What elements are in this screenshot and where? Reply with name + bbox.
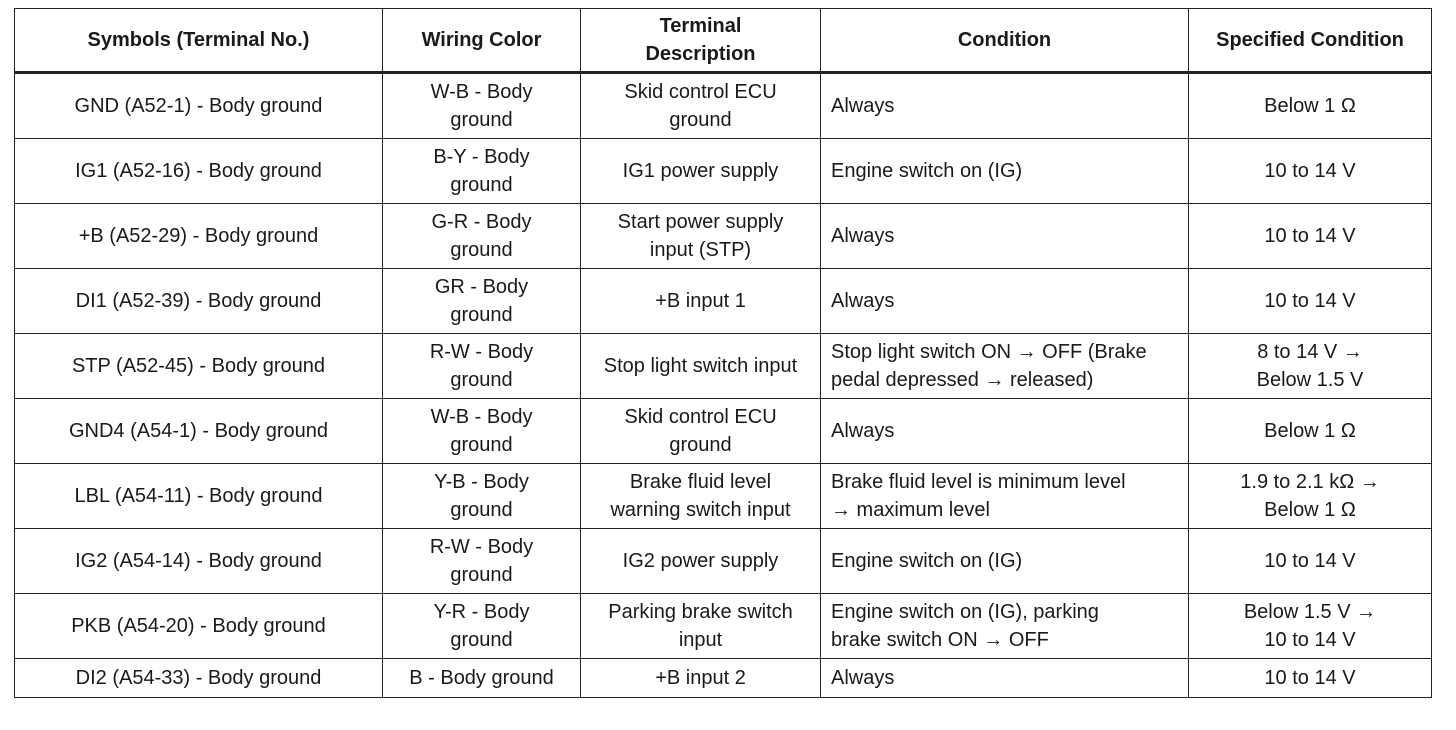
cell-description-text: Brake fluid level warning switch input — [610, 471, 791, 521]
cell-description-text: Start power supply input (STP) — [617, 211, 784, 261]
cell-description — [581, 529, 821, 594]
cell-description-text: IG1 power supply — [622, 160, 779, 182]
table-row — [15, 334, 1432, 399]
cell-condition-text: Brake fluid level is minimum level → maximum level — [831, 471, 1126, 521]
cell-symbol-text: IG2 (A54-14) - Body ground — [75, 550, 322, 572]
cell-wiring-color — [383, 334, 581, 399]
cell-wiring-color-text: W-B - Body ground — [430, 406, 533, 456]
header-symbols: Symbols (Terminal No.) — [15, 9, 383, 73]
cell-description — [581, 269, 821, 334]
cell-symbol-text: IG1 (A52-16) - Body ground — [75, 160, 322, 182]
cell-description-text: Skid control ECU ground — [624, 406, 777, 456]
cell-specified-condition — [1189, 594, 1432, 659]
cell-specified-condition — [1189, 464, 1432, 529]
cell-symbol-text: GND (A52-1) - Body ground — [74, 95, 323, 117]
table-row — [15, 594, 1432, 659]
cell-condition — [821, 594, 1189, 659]
cell-specified-condition — [1189, 529, 1432, 594]
cell-wiring-color — [383, 529, 581, 594]
cell-condition-text: Engine switch on (IG) — [831, 160, 1023, 182]
cell-description-text: IG2 power supply — [622, 550, 779, 572]
cell-description — [581, 334, 821, 399]
cell-specified-condition — [1189, 659, 1432, 698]
table-row — [15, 139, 1432, 204]
cell-symbol-text: DI1 (A52-39) - Body ground — [75, 290, 322, 312]
cell-specified-condition — [1189, 399, 1432, 464]
cell-wiring-color — [383, 139, 581, 204]
cell-condition — [821, 334, 1189, 399]
cell-symbol — [15, 139, 383, 204]
table-row — [15, 204, 1432, 269]
cell-description — [581, 73, 821, 139]
cell-specified-condition-text: 10 to 14 V — [1264, 667, 1356, 689]
cell-condition — [821, 464, 1189, 529]
cell-wiring-color-text: R-W - Body ground — [429, 536, 534, 586]
header-row — [15, 9, 1432, 73]
table-row — [15, 659, 1432, 698]
cell-condition — [821, 529, 1189, 594]
cell-symbol — [15, 399, 383, 464]
cell-symbol — [15, 204, 383, 269]
cell-wiring-color — [383, 73, 581, 139]
cell-specified-condition-text: Below 1 Ω — [1264, 420, 1356, 442]
header-specified-condition: Specified Condition — [1189, 9, 1432, 73]
cell-condition-text: Stop light switch ON → OFF (Brake pedal depressed → released) — [831, 341, 1147, 391]
cell-specified-condition-text: Below 1.5 V → 10 to 14 V — [1243, 601, 1377, 651]
cell-wiring-color — [383, 269, 581, 334]
cell-condition-text: Always — [831, 95, 895, 117]
table-row — [15, 529, 1432, 594]
cell-description-text: +B input 2 — [655, 667, 746, 689]
cell-wiring-color-text: W-B - Body ground — [430, 81, 533, 131]
cell-condition-text: Engine switch on (IG) — [831, 550, 1023, 572]
cell-symbol — [15, 464, 383, 529]
cell-wiring-color-text: Y-R - Body ground — [433, 601, 530, 651]
cell-wiring-color — [383, 659, 581, 698]
cell-specified-condition-text: 10 to 14 V — [1264, 290, 1356, 312]
cell-specified-condition-text: 10 to 14 V — [1264, 160, 1356, 182]
cell-wiring-color — [383, 594, 581, 659]
cell-wiring-color-text: Y-B - Body ground — [434, 471, 529, 521]
cell-wiring-color-text: B-Y - Body ground — [433, 146, 530, 196]
cell-description — [581, 659, 821, 698]
cell-specified-condition-text: 8 to 14 V → Below 1.5 V — [1256, 341, 1364, 391]
cell-specified-condition — [1189, 334, 1432, 399]
table-row — [15, 73, 1432, 139]
cell-symbol-text: LBL (A54-11) - Body ground — [74, 485, 323, 507]
cell-symbol-text: GND4 (A54-1) - Body ground — [68, 420, 328, 442]
cell-symbol-text: +B (A52-29) - Body ground — [78, 225, 319, 247]
cell-wiring-color-text: GR - Body ground — [434, 276, 529, 326]
cell-symbol — [15, 73, 383, 139]
cell-condition-text: Always — [831, 225, 895, 247]
cell-specified-condition-text: 1.9 to 2.1 kΩ → Below 1 Ω — [1240, 471, 1380, 521]
cell-condition — [821, 659, 1189, 698]
cell-condition-text: Always — [831, 290, 895, 312]
cell-condition — [821, 139, 1189, 204]
table-body — [15, 73, 1432, 698]
cell-specified-condition — [1189, 269, 1432, 334]
cell-wiring-color — [383, 464, 581, 529]
cell-wiring-color — [383, 399, 581, 464]
cell-description-text: Parking brake switch input — [608, 601, 793, 651]
cell-symbol-text: DI2 (A54-33) - Body ground — [75, 667, 322, 689]
table-row — [15, 399, 1432, 464]
cell-symbol — [15, 529, 383, 594]
cell-description — [581, 139, 821, 204]
cell-condition — [821, 73, 1189, 139]
cell-description — [581, 399, 821, 464]
table-row — [15, 269, 1432, 334]
cell-wiring-color-text: R-W - Body ground — [429, 341, 534, 391]
cell-specified-condition — [1189, 73, 1432, 139]
cell-description — [581, 594, 821, 659]
cell-symbol — [15, 659, 383, 698]
cell-description-text: Skid control ECU ground — [624, 81, 777, 131]
header-condition: Condition — [821, 9, 1189, 73]
cell-specified-condition-text: 10 to 14 V — [1264, 225, 1356, 247]
cell-condition — [821, 269, 1189, 334]
header-terminal-description: Terminal Description — [581, 9, 821, 73]
cell-description — [581, 464, 821, 529]
cell-condition-text: Engine switch on (IG), parking brake switch ON → OFF — [831, 601, 1099, 651]
header-wiring-color: Wiring Color — [383, 9, 581, 73]
cell-symbol — [15, 269, 383, 334]
cell-symbol-text: PKB (A54-20) - Body ground — [71, 615, 326, 637]
cell-condition-text: Always — [831, 420, 895, 442]
cell-wiring-color — [383, 204, 581, 269]
cell-description-text: +B input 1 — [655, 290, 746, 312]
cell-condition — [821, 204, 1189, 269]
cell-symbol — [15, 334, 383, 399]
cell-condition-text: Always — [831, 667, 895, 689]
cell-description-text: Stop light switch input — [603, 355, 798, 377]
cell-specified-condition — [1189, 139, 1432, 204]
table-row — [15, 464, 1432, 529]
cell-condition — [821, 399, 1189, 464]
cell-wiring-color-text: B - Body ground — [409, 667, 554, 689]
terminal-spec-table — [14, 8, 1432, 698]
cell-wiring-color-text: G-R - Body ground — [431, 211, 532, 261]
cell-specified-condition-text: Below 1 Ω — [1264, 95, 1356, 117]
cell-symbol-text: STP (A52-45) - Body ground — [71, 355, 326, 377]
cell-description — [581, 204, 821, 269]
cell-symbol — [15, 594, 383, 659]
cell-specified-condition-text: 10 to 14 V — [1264, 550, 1356, 572]
cell-specified-condition — [1189, 204, 1432, 269]
